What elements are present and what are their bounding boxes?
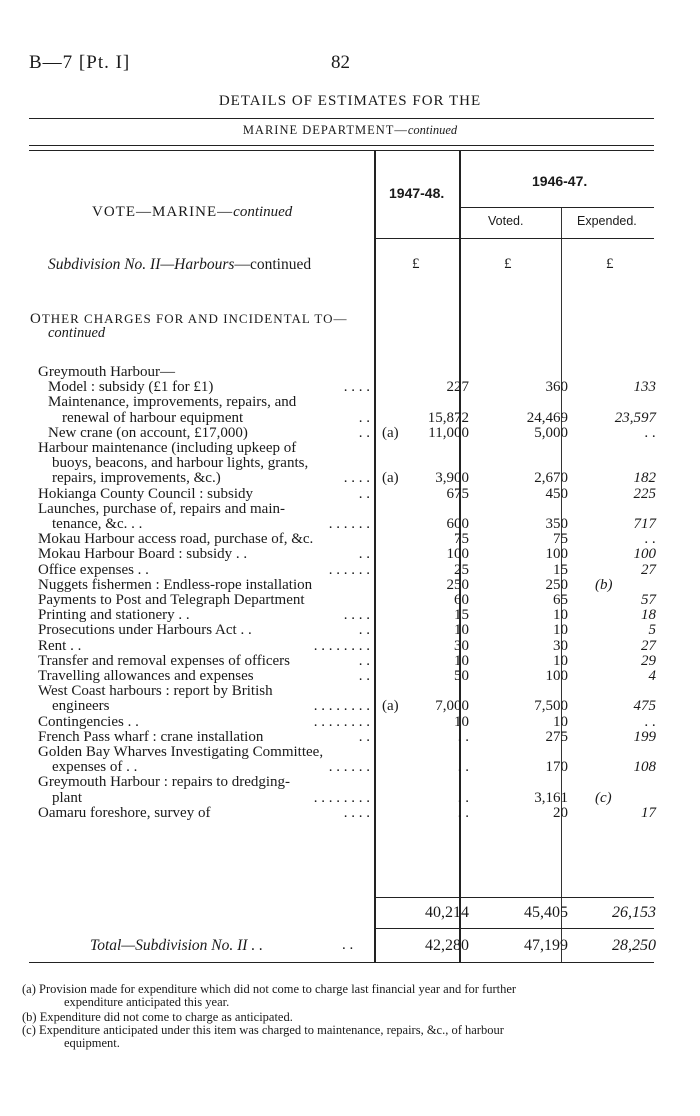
- table-row: [0, 806, 700, 821]
- row-note-current: (a): [382, 424, 399, 441]
- row-value-voted: 350: [545, 516, 568, 532]
- table-row: [0, 654, 700, 669]
- total-current: 42,280: [425, 937, 469, 954]
- table-row: [0, 593, 700, 608]
- unit-expended: £: [606, 256, 614, 272]
- page-number: 82: [331, 52, 350, 73]
- row-value-current: 3,900: [435, 470, 469, 487]
- row-value-voted: 10: [553, 652, 568, 669]
- row-description: West Coast harbours : report by British: [38, 683, 273, 700]
- row-note-expended: (c): [595, 789, 612, 806]
- row-value-expended: 225: [633, 485, 656, 502]
- row-value-current: 227: [446, 379, 469, 396]
- table-row: [0, 730, 700, 745]
- row-value-voted: 450: [545, 485, 568, 502]
- row-note-current: (a): [382, 470, 399, 487]
- row-value-current: . .: [457, 759, 469, 776]
- column-year-current: 1947-48.: [389, 185, 445, 201]
- row-value-expended: 475: [633, 698, 656, 715]
- row-value-current: 25: [454, 561, 469, 578]
- table-row: [0, 760, 700, 775]
- row-description: Payments to Post and Telegraph Department: [38, 592, 305, 608]
- row-value-current: 7,000: [435, 698, 469, 715]
- row-value-voted: 170: [545, 759, 568, 776]
- row-value-voted: 7,500: [534, 698, 568, 715]
- row-description: renewal of harbour equipment: [62, 409, 244, 426]
- row-value-current: . .: [457, 728, 469, 745]
- subtotal-voted: 45,405: [524, 904, 568, 921]
- row-description: Mokau Harbour Board : subsidy . .: [38, 546, 248, 563]
- table-row: [0, 699, 700, 714]
- table-top-rule: [29, 150, 654, 151]
- year-underline: [460, 207, 654, 208]
- row-value-expended: . .: [644, 531, 656, 548]
- row-leader: . . . .: [343, 607, 370, 624]
- row-value-expended: 57: [641, 592, 656, 608]
- footnote-a: (a) Provision made for expenditure which did not come to charge last financial year and for further expenditure anticipated this year.: [22, 982, 517, 1009]
- table-row: [0, 502, 700, 517]
- row-description: Prosecutions under Harbours Act . .: [38, 622, 252, 639]
- row-description: Mokau Harbour access road, purchase of, &c.: [38, 531, 314, 548]
- row-value-voted: 360: [545, 379, 568, 396]
- row-description: buoys, beacons, and harbour lights, grants,: [52, 455, 309, 472]
- row-value-current: 15: [454, 607, 469, 624]
- row-value-expended: 133: [633, 379, 656, 396]
- unit-current: £: [412, 256, 420, 272]
- total-leader: . .: [342, 937, 354, 953]
- row-value-current: 15,872: [427, 409, 469, 426]
- row-value-expended: 27: [641, 637, 656, 654]
- row-value-voted: 20: [553, 804, 568, 821]
- other-charges-continued: continued: [48, 325, 106, 341]
- row-leader: . . . .: [343, 470, 370, 487]
- row-value-voted: 2,670: [534, 470, 568, 487]
- row-value-expended: 23,597: [614, 409, 656, 426]
- row-value-voted: 10: [553, 622, 568, 639]
- row-value-voted: 250: [545, 576, 568, 593]
- row-value-voted: 65: [553, 592, 568, 608]
- row-value-expended: 4: [648, 668, 656, 684]
- vote-heading: VOTE—MARINE—continued: [92, 204, 293, 220]
- row-description: expenses of . .: [52, 759, 138, 776]
- table-row: [0, 487, 700, 502]
- row-description: Hokianga County Council : subsidy: [38, 485, 253, 502]
- row-leader: . .: [358, 652, 370, 669]
- row-value-expended: . .: [644, 424, 656, 441]
- row-value-expended: 27: [641, 561, 656, 578]
- table-row: [0, 395, 700, 410]
- row-description: Nuggets fishermen : Endless-rope installation: [38, 576, 313, 593]
- row-value-current: 60: [454, 592, 469, 608]
- total-voted: 47,199: [524, 937, 568, 954]
- row-leader: . .: [358, 668, 370, 684]
- table-row: [0, 608, 700, 623]
- table-row: [0, 791, 700, 806]
- row-value-current: . .: [457, 789, 469, 806]
- row-description: Oamaru foreshore, survey of: [38, 804, 211, 821]
- row-value-current: 10: [454, 622, 469, 639]
- row-note-expended: (b): [595, 576, 613, 593]
- subtotal-expended: 26,153: [612, 904, 656, 921]
- table-row: [0, 411, 700, 426]
- row-description: Printing and stationery . .: [38, 607, 190, 624]
- row-value-current: . .: [457, 804, 469, 821]
- total-label: Total—Subdivision No. II . .: [90, 937, 263, 954]
- header-bottom-rule: [374, 238, 654, 239]
- row-leader: . . . . . .: [328, 561, 370, 578]
- row-leader: . . . . . . . .: [313, 789, 370, 806]
- row-value-expended: 108: [633, 759, 656, 776]
- subtotal-current: 40,214: [425, 904, 469, 921]
- table-row: [0, 563, 700, 578]
- table-row: [0, 365, 700, 380]
- subtitle-rule: [29, 145, 654, 146]
- row-description: Greymouth Harbour—: [38, 364, 176, 380]
- row-note-current: (a): [382, 698, 399, 715]
- row-description: Maintenance, improvements, repairs, and: [48, 394, 297, 411]
- table-row: [0, 715, 700, 730]
- row-value-voted: 5,000: [534, 424, 568, 441]
- row-value-expended: 182: [633, 470, 656, 487]
- subdivision-heading: Subdivision No. II—Harbours—continued: [48, 256, 312, 273]
- table-row: [0, 578, 700, 593]
- row-leader: . .: [358, 485, 370, 502]
- footnote-b: (b) Expenditure did not come to charge as anticipated.: [22, 1010, 293, 1024]
- row-value-expended: . .: [644, 713, 656, 730]
- page-reference: B—7 [Pt. I]: [29, 52, 131, 73]
- row-value-current: 75: [454, 531, 469, 548]
- table-row: [0, 532, 700, 547]
- row-value-expended: 100: [633, 546, 656, 563]
- column-voted: Voted.: [488, 214, 524, 228]
- table-row: [0, 547, 700, 562]
- table-row: [0, 684, 700, 699]
- row-value-expended: 17: [641, 804, 656, 821]
- row-description: New crane (on account, £17,000): [48, 424, 248, 441]
- row-leader: . .: [358, 546, 370, 563]
- row-description: Office expenses . .: [38, 561, 149, 578]
- row-value-voted: 15: [553, 561, 568, 578]
- row-description: Travelling allowances and expenses: [38, 668, 254, 684]
- row-description: plant: [52, 789, 82, 806]
- table-row: [0, 441, 700, 456]
- row-leader: . . . .: [343, 804, 370, 821]
- document-title: DETAILS OF ESTIMATES FOR THE: [218, 93, 482, 109]
- column-expended: Expended.: [577, 214, 637, 228]
- row-description: Golden Bay Wharves Investigating Committee,: [38, 744, 324, 760]
- row-leader: . .: [358, 728, 370, 745]
- row-value-voted: 100: [545, 668, 568, 684]
- row-value-expended: 717: [633, 516, 656, 532]
- table-bottom-rule: [29, 962, 654, 963]
- row-value-current: 100: [446, 546, 469, 563]
- other-charges-heading: OTHER CHARGES FOR AND INCIDENTAL TO—: [30, 311, 348, 327]
- table-row: [0, 426, 700, 441]
- row-description: Greymouth Harbour : repairs to dredging-: [38, 774, 291, 791]
- row-value-current: 675: [446, 485, 469, 502]
- row-leader: . .: [358, 622, 370, 639]
- row-value-current: 600: [446, 516, 469, 532]
- row-value-expended: 5: [648, 622, 656, 639]
- table-row: [0, 745, 700, 760]
- row-description: Rent . .: [38, 637, 82, 654]
- row-value-voted: 75: [553, 531, 568, 548]
- row-description: French Pass wharf : crane installation: [38, 728, 264, 745]
- total-rule: [374, 928, 654, 929]
- row-leader: . .: [358, 424, 370, 441]
- title-rule: [29, 118, 654, 119]
- column-year-previous: 1946-47.: [532, 173, 588, 189]
- row-description: Transfer and removal expenses of officers: [38, 652, 291, 669]
- row-value-current: 250: [446, 576, 469, 593]
- row-value-current: 11,000: [428, 424, 469, 441]
- row-value-voted: 10: [553, 713, 568, 730]
- row-value-voted: 24,469: [526, 409, 568, 426]
- row-leader: . .: [358, 409, 370, 426]
- row-value-expended: 199: [633, 728, 656, 745]
- row-description: Harbour maintenance (including upkeep of: [38, 440, 297, 456]
- table-row: [0, 380, 700, 395]
- table-row: [0, 517, 700, 532]
- row-value-voted: 3,161: [534, 789, 568, 806]
- row-description: Launches, purchase of, repairs and main-: [38, 500, 285, 517]
- unit-voted: £: [504, 256, 512, 272]
- row-leader: . . . . . .: [328, 759, 370, 776]
- subtotal-rule: [374, 897, 654, 898]
- document-subtitle: MARINE DEPARTMENT—continued: [242, 123, 458, 137]
- table-row: [0, 669, 700, 684]
- row-value-voted: 10: [553, 607, 568, 624]
- row-value-current: 50: [454, 668, 469, 684]
- row-value-expended: 29: [641, 652, 656, 669]
- table-row: [0, 623, 700, 638]
- row-value-current: 30: [454, 637, 469, 654]
- row-description: Contingencies . .: [38, 713, 139, 730]
- row-value-voted: 30: [553, 637, 568, 654]
- row-value-voted: 100: [545, 546, 568, 563]
- row-leader: . . . . . . . .: [313, 698, 370, 715]
- row-description: Model : subsidy (£1 for £1): [48, 379, 214, 396]
- table-row: [0, 775, 700, 790]
- row-description: engineers: [52, 698, 110, 715]
- row-leader: . . . . . .: [328, 516, 370, 532]
- table-row: [0, 456, 700, 471]
- row-value-current: 10: [454, 713, 469, 730]
- row-leader: . . . . . . . .: [313, 713, 370, 730]
- row-description: tenance, &c. . .: [52, 516, 143, 532]
- table-row: [0, 471, 700, 486]
- footnote-c: (c) Expenditure anticipated under this item was charged to maintenance, repairs, &c., of harbour equipment.: [22, 1023, 504, 1050]
- row-value-voted: 275: [545, 728, 568, 745]
- row-leader: . . . . . . . .: [313, 637, 370, 654]
- total-expended: 28,250: [612, 937, 656, 954]
- row-leader: . . . .: [343, 379, 370, 396]
- table-row: [0, 639, 700, 654]
- row-description: repairs, improvements, &c.): [52, 470, 221, 487]
- row-value-current: 10: [454, 652, 469, 669]
- row-value-expended: 18: [641, 607, 656, 624]
